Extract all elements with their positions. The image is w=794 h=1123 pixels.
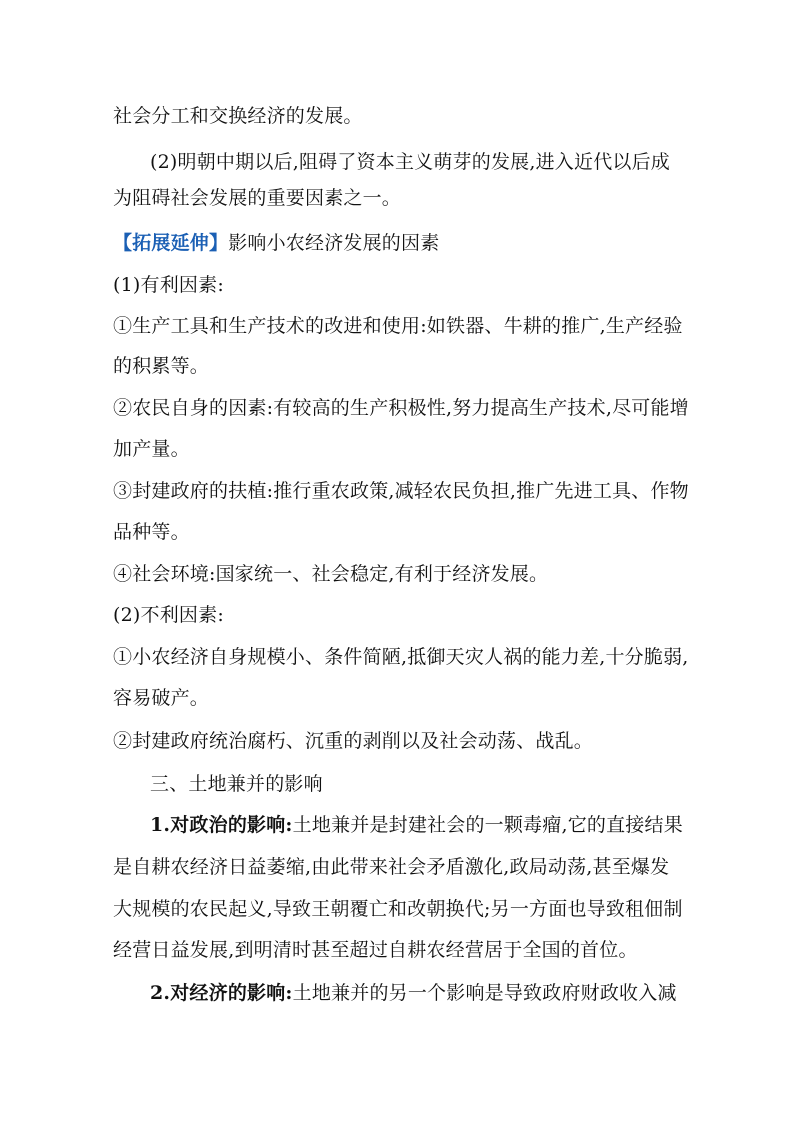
paragraph-line: (2)明朝中期以后,阻碍了资本主义萌芽的发展,进入近代以后成 [150,151,670,173]
bold-lead: 2.对经济的影响: [150,982,293,1004]
extension-tag: 【拓展延伸】 [113,232,229,254]
section-heading: 三、土地兼并的影响 [150,773,323,795]
paragraph-line: 社会分工和交换经济的发展。 [113,105,363,127]
paragraph-line: (1)有利因素: [113,274,224,296]
paragraph-line: ②农民自身的因素:有较高的生产积极性,努力提高生产技术,尽可能增 [113,397,689,419]
paragraph-line: ①小农经济自身规模小、条件简陋,抵御天灾人祸的能力差,十分脆弱, [113,646,689,668]
paragraph-line: (2)不利因素: [113,604,224,626]
bold-lead: 1.对政治的影响: [150,814,293,836]
paragraph-line: 1.对政治的影响:土地兼并是封建社会的一颗毒瘤,它的直接结果 [150,814,683,836]
paragraph-line: 经营日益发展,到明清时甚至超过自耕农经营居于全国的首位。 [113,939,638,961]
extension-title: 影响小农经济发展的因素 [228,232,440,254]
paragraph-line: 的积累等。 [113,355,210,377]
paragraph-line: 加产量。 [113,438,190,460]
paragraph-line: 容易破产。 [113,687,210,709]
paragraph-line: ③封建政府的扶植:推行重农政策,减轻农民负担,推广先进工具、作物 [113,480,689,502]
paragraph-line: ①生产工具和生产技术的改进和使用:如铁器、牛耕的推广,生产经验 [113,315,683,337]
paragraph-line: 是自耕农经济日益萎缩,由此带来社会矛盾激化,政局动荡,甚至爆发 [113,856,670,878]
paragraph-line: 大规模的农民起义,导致王朝覆亡和改朝换代;另一方面也导致租佃制 [113,898,683,920]
paragraph-line: ④社会环境:国家统一、社会稳定,有利于经济发展。 [113,563,549,585]
paragraph-line: ②封建政府统治腐朽、沉重的剥削以及社会动荡、战乱。 [113,730,594,752]
paragraph-line: 品种等。 [113,521,190,543]
extension-heading [113,231,693,255]
paragraph-line: 2.对经济的影响:土地兼并的另一个影响是导致政府财政收入减 [150,982,677,1004]
paragraph-line: 为阻碍社会发展的重要因素之一。 [113,187,402,209]
